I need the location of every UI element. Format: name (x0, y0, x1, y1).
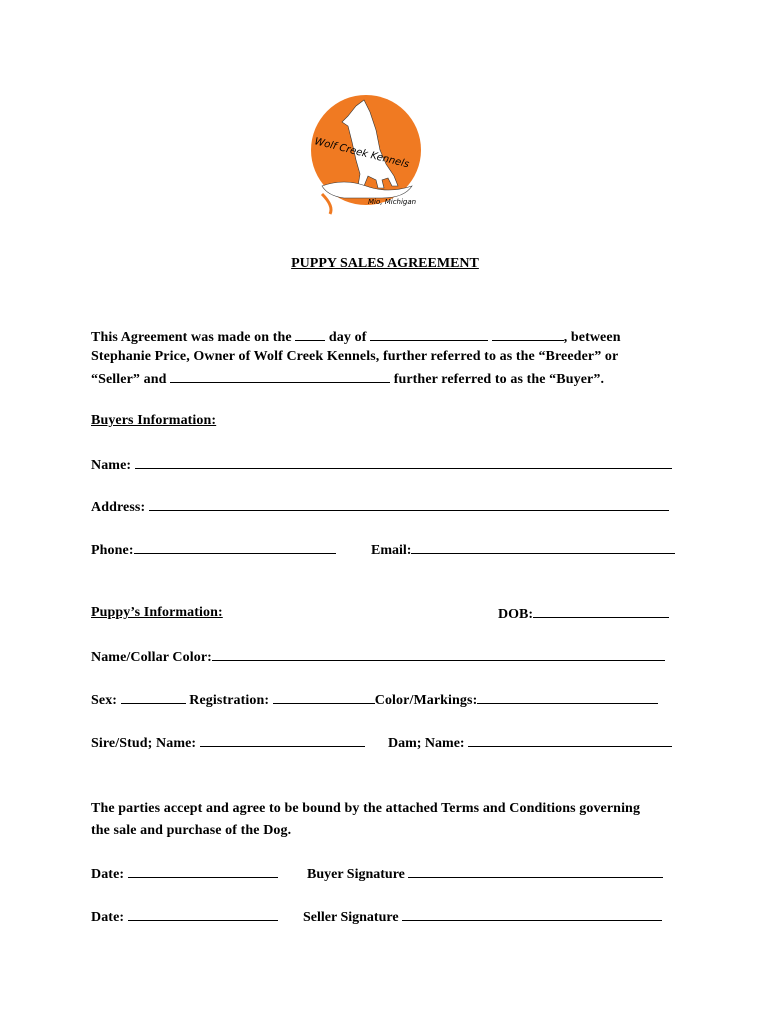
sex-field[interactable] (121, 690, 186, 704)
buyer-signature-label: Buyer Signature (307, 867, 405, 882)
buyer-date-field[interactable] (128, 864, 278, 878)
puppy-heading: Puppy’s Information: (91, 605, 223, 620)
intro-line-2: Stephanie Price, Owner of Wolf Creek Kennels, further referred to as the “Breeder” or (91, 349, 619, 364)
terms-line-2: the sale and purchase of the Dog. (91, 823, 292, 838)
color-markings-field[interactable] (477, 690, 658, 704)
name-field[interactable] (135, 455, 672, 469)
wolf-creek-kennels-logo (304, 94, 434, 216)
registration-label: Registration: (189, 693, 270, 708)
logo-bottom-text: Mio, Michigan (368, 198, 417, 206)
dam-label: Dam; Name: (388, 736, 465, 751)
phone-label: Phone: (91, 543, 134, 558)
buyer-date-row (91, 864, 278, 884)
collar-label: Name/Collar Color: (91, 650, 212, 665)
sire-label: Sire/Stud; Name: (91, 736, 197, 751)
registration-field[interactable] (273, 690, 375, 704)
seller-date-row (91, 907, 278, 927)
intro-line-1 (91, 327, 621, 347)
intro-text-buyer: further referred to as the “Buyer”. (393, 372, 605, 387)
email-label: Email: (371, 543, 412, 558)
name-row (91, 455, 672, 475)
color-markings-label: Color/Markings: (374, 693, 478, 708)
page-title: PUPPY SALES AGREEMENT (291, 256, 479, 271)
collar-field[interactable] (212, 647, 665, 661)
seller-date-label: Date: (91, 910, 125, 925)
email-field[interactable] (411, 540, 675, 554)
address-row (91, 497, 669, 517)
dob-row (498, 604, 669, 624)
dob-field[interactable] (533, 604, 669, 618)
buyer-signature-row (307, 864, 663, 884)
email-row (371, 540, 675, 560)
seller-signature-row (303, 907, 662, 927)
intro-text-b: day of (328, 330, 367, 345)
intro-line-3 (91, 369, 604, 389)
buyer-date-label: Date: (91, 867, 125, 882)
intro-text-c: , between (563, 330, 621, 345)
address-field[interactable] (149, 497, 669, 511)
dam-field[interactable] (468, 733, 672, 747)
intro-text-seller: “Seller” and (91, 372, 167, 387)
phone-row (91, 540, 336, 560)
logo-top-text: Wolf Creek Kennels (313, 136, 411, 171)
sex-label: Sex: (91, 693, 118, 708)
buyers-heading: Buyers Information: (91, 413, 217, 428)
intro-text-a: This Agreement was made on the (91, 330, 292, 345)
dob-label: DOB: (498, 607, 533, 622)
dam-row (388, 733, 672, 753)
seller-signature-field[interactable] (402, 907, 662, 921)
year-field[interactable] (492, 327, 564, 341)
buyer-name-field[interactable] (170, 369, 390, 383)
sex-registration-row (91, 690, 658, 710)
day-field[interactable] (295, 327, 325, 341)
address-label: Address: (91, 500, 146, 515)
month-field[interactable] (370, 327, 488, 341)
seller-signature-label: Seller Signature (303, 910, 399, 925)
name-label: Name: (91, 458, 132, 473)
sire-field[interactable] (200, 733, 365, 747)
collar-row (91, 647, 665, 667)
terms-line-1: The parties accept and agree to be bound by the attached Terms and Conditions governing (91, 801, 641, 816)
seller-date-field[interactable] (128, 907, 278, 921)
phone-field[interactable] (134, 540, 336, 554)
buyer-signature-field[interactable] (408, 864, 663, 878)
sire-row (91, 733, 365, 753)
